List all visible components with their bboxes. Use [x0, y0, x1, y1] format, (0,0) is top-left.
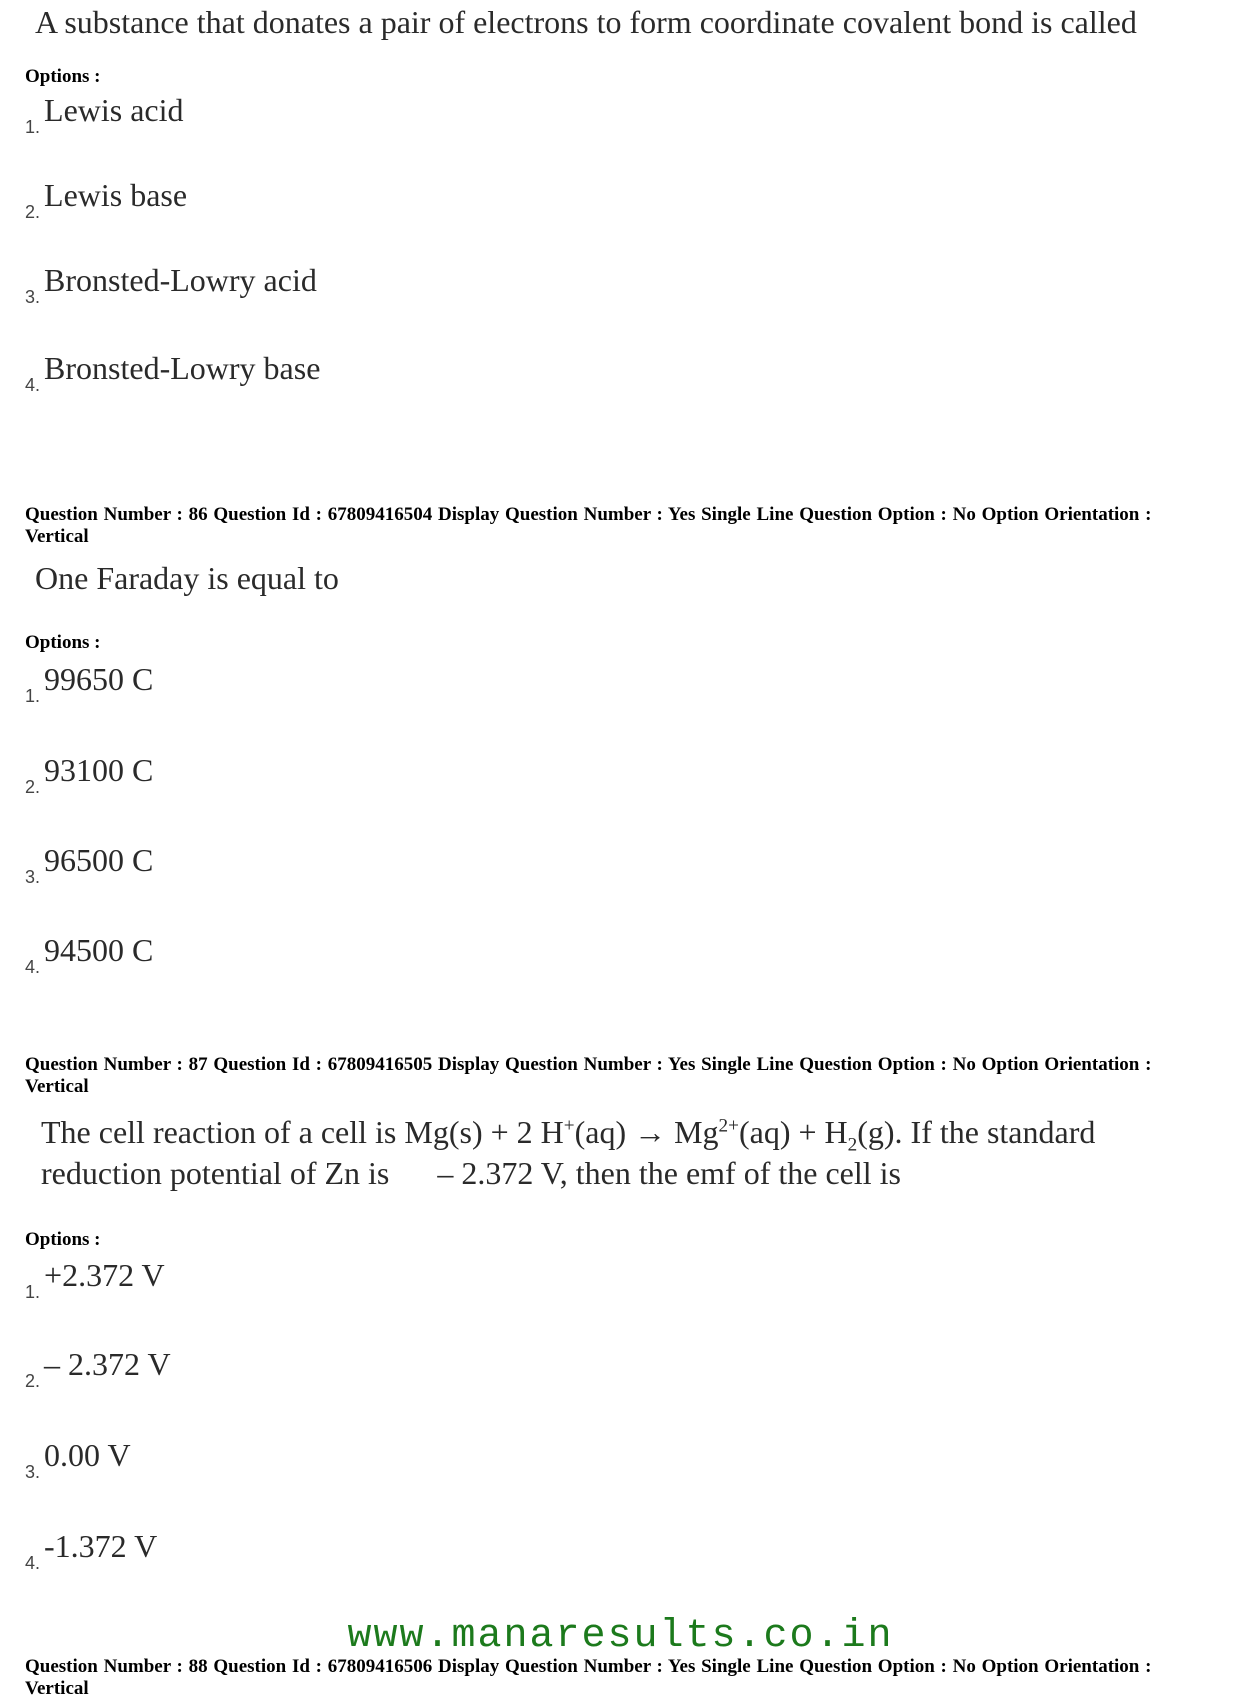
question-text-part: (aq) → Mg: [574, 1114, 719, 1150]
option-number: 1.: [25, 686, 41, 706]
option-item[interactable]: [25, 1257, 165, 1302]
option-item[interactable]: [25, 932, 154, 977]
superscript: 2+: [718, 1115, 739, 1137]
option-text: Bronsted-Lowry acid: [44, 262, 317, 298]
superscript: +: [563, 1115, 575, 1137]
option-text: Lewis acid: [44, 92, 184, 128]
option-text: +2.372 V: [44, 1257, 165, 1293]
option-text: 0.00 V: [44, 1437, 131, 1473]
question-text-part: The cell reaction of a cell is Mg(s) + 2 H: [41, 1114, 564, 1150]
option-number: 2.: [25, 202, 41, 222]
options-label: Options :: [25, 66, 101, 87]
option-text: 94500 C: [44, 932, 154, 968]
option-number: 2.: [25, 777, 41, 797]
option-text: 93100 C: [44, 752, 154, 788]
question-text-part: (g). If the standard: [857, 1114, 1096, 1150]
option-item[interactable]: [25, 262, 317, 307]
option-number: 3.: [25, 287, 41, 307]
options-label: Options :: [25, 632, 101, 653]
option-item[interactable]: [25, 1528, 158, 1573]
question-text: One Faraday is equal to: [35, 560, 339, 596]
site-watermark: www.manaresults.co.in: [347, 1614, 894, 1659]
option-text: – 2.372 V: [44, 1346, 171, 1382]
option-item[interactable]: [25, 1346, 171, 1391]
option-number: 4.: [25, 1553, 41, 1573]
option-number: 2.: [25, 1371, 41, 1391]
question-text: A substance that donates a pair of electrons to form coordinate covalent bond is called: [35, 4, 1137, 40]
option-number: 3.: [25, 1462, 41, 1482]
question-text-line-1: [41, 1114, 1095, 1156]
option-item[interactable]: [25, 661, 154, 706]
option-number: 4.: [25, 375, 41, 395]
question-text-line-2: reduction potential of Zn is – 2.372 V, then the emf of the cell is: [41, 1155, 901, 1191]
option-number: 1.: [25, 1282, 41, 1302]
option-item[interactable]: [25, 177, 188, 222]
option-text: -1.372 V: [44, 1528, 158, 1564]
question-text-part: (aq) + H: [738, 1114, 848, 1150]
option-item[interactable]: [25, 1437, 131, 1482]
option-text: Lewis base: [44, 177, 188, 213]
question-meta: Question Number : 86 Question Id : 67809416504 Display Question Number : Yes Single Line Question Option : No Option Orientation : Vertical: [25, 504, 1152, 547]
option-number: 4.: [25, 957, 41, 977]
option-number: 3.: [25, 867, 41, 887]
option-item[interactable]: [25, 92, 184, 137]
option-item[interactable]: [25, 752, 154, 797]
question-meta: Question Number : 87 Question Id : 67809416505 Display Question Number : Yes Single Line Question Option : No Option Orientation : Vertical: [25, 1054, 1152, 1097]
option-text: 96500 C: [44, 842, 154, 878]
options-label: Options :: [25, 1229, 101, 1250]
option-item[interactable]: [25, 350, 321, 395]
subscript: 2: [847, 1134, 858, 1156]
option-number: 1.: [25, 117, 41, 137]
option-item[interactable]: [25, 842, 154, 887]
question-meta: Question Number : 88 Question Id : 67809416506 Display Question Number : Yes Single Line Question Option : No Option Orientation : Vertical: [25, 1656, 1152, 1699]
option-text: Bronsted-Lowry base: [44, 350, 321, 386]
option-text: 99650 C: [44, 661, 154, 697]
